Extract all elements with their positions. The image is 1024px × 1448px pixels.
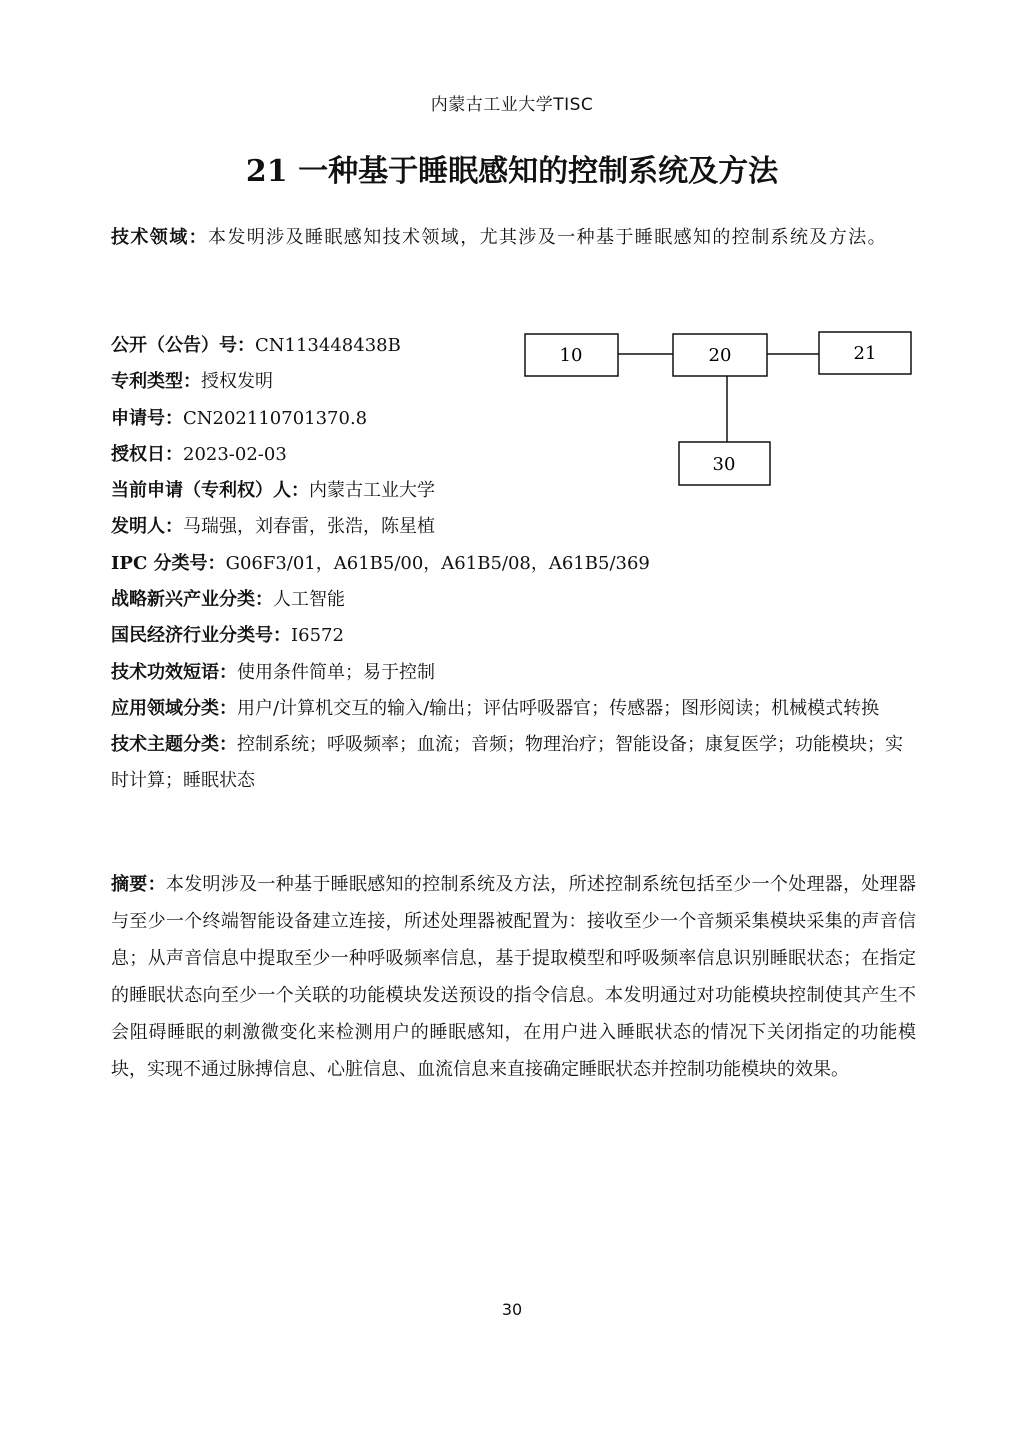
strategic-row <box>111 582 916 618</box>
effect-row <box>111 655 916 691</box>
box-21-label: 21 <box>853 343 877 364</box>
applicant-value: 内蒙古工业大学 <box>309 480 435 502</box>
ipc-row <box>111 546 916 582</box>
topic-row <box>111 727 916 799</box>
publication-label: 公开（公告）号： <box>111 335 255 356</box>
abstract-paragraph <box>111 866 916 1088</box>
effect-label: 技术功效短语： <box>111 661 237 683</box>
tech-field-label: 技术领域： <box>111 227 208 248</box>
grant-date-value: 2023-02-03 <box>183 443 287 465</box>
page-header: 内蒙古工业大学TISC <box>430 95 594 115</box>
patent-type-value: 授权发明 <box>201 371 273 393</box>
inventor-row <box>111 509 916 545</box>
topic-value: 控制系统；呼吸频率；血流；音频；物理治疗；智能设备；康复医学；功能模块；实时计算；睡眠状态 <box>111 733 903 791</box>
application-label: 申请号： <box>111 407 183 429</box>
abstract-label: 摘要： <box>111 874 166 895</box>
page-number: 30 <box>501 1300 523 1319</box>
strategic-value: 人工智能 <box>273 589 345 611</box>
topic-label: 技术主题分类： <box>111 733 237 755</box>
box-10-label: 10 <box>559 345 583 366</box>
applicant-label: 当前申请（专利权）人： <box>111 480 309 502</box>
economy-value: I6572 <box>291 625 344 647</box>
patent-type-label: 专利类型： <box>111 371 201 393</box>
application-field-value: 用户/计算机交互的输入/输出；评估呼吸器官；传感器；图形阅读；机械模式转换 <box>237 697 880 719</box>
ipc-label: IPC 分类号： <box>111 552 226 574</box>
abstract-text: 本发明涉及一种基于睡眠感知的控制系统及方法，所述控制系统包括至少一个处理器，处理器与至少一个终端智能设备建立连接，所述处理器被配置为：接收至少一个音频采集模块采集的声音信息；从声音信息中提取至少一种呼吸频率信息，基于提取模型和呼吸频率信息识别睡眠状态；在指定的睡眠状态向至少一个关联的功能模块发送预设的指令信息。本发明通过对功能模块控制使其产生不会阻碍睡眠的刺激微变化来检测用户的睡眠感知，在用户进入睡眠状态的情况下关闭指定的功能模块，实现不通过脉搏信息、心脏信息、血流信息来直接确定睡眠状态并控制功能模块的效果。 <box>111 874 917 1080</box>
tech-field-text: 本发明涉及睡眠感知技术领域，尤其涉及一种基于睡眠感知的控制系统及方法。 <box>208 227 887 248</box>
box-30-label: 30 <box>712 454 736 475</box>
inventor-value: 马瑞强，刘春雷，张浩，陈星植 <box>183 516 435 538</box>
economy-label: 国民经济行业分类号： <box>111 625 291 647</box>
tech-field-paragraph <box>111 220 916 256</box>
economy-row <box>111 618 916 654</box>
page-title: 21 一种基于睡眠感知的控制系统及方法 <box>245 154 779 189</box>
application-value: CN202110701370.8 <box>183 407 368 429</box>
strategic-label: 战略新兴产业分类： <box>111 589 273 611</box>
grant-date-label: 授权日： <box>111 443 183 465</box>
box-20-label: 20 <box>708 345 732 366</box>
system-block-diagram <box>520 326 920 491</box>
application-field-row <box>111 691 916 727</box>
effect-value: 使用条件简单；易于控制 <box>237 661 435 683</box>
ipc-value: G06F3/01，A61B5/00，A61B5/08，A61B5/369 <box>225 552 650 574</box>
application-field-label: 应用领域分类： <box>111 697 237 719</box>
inventor-label: 发明人： <box>111 516 183 538</box>
publication-value: CN113448438B <box>255 335 401 356</box>
